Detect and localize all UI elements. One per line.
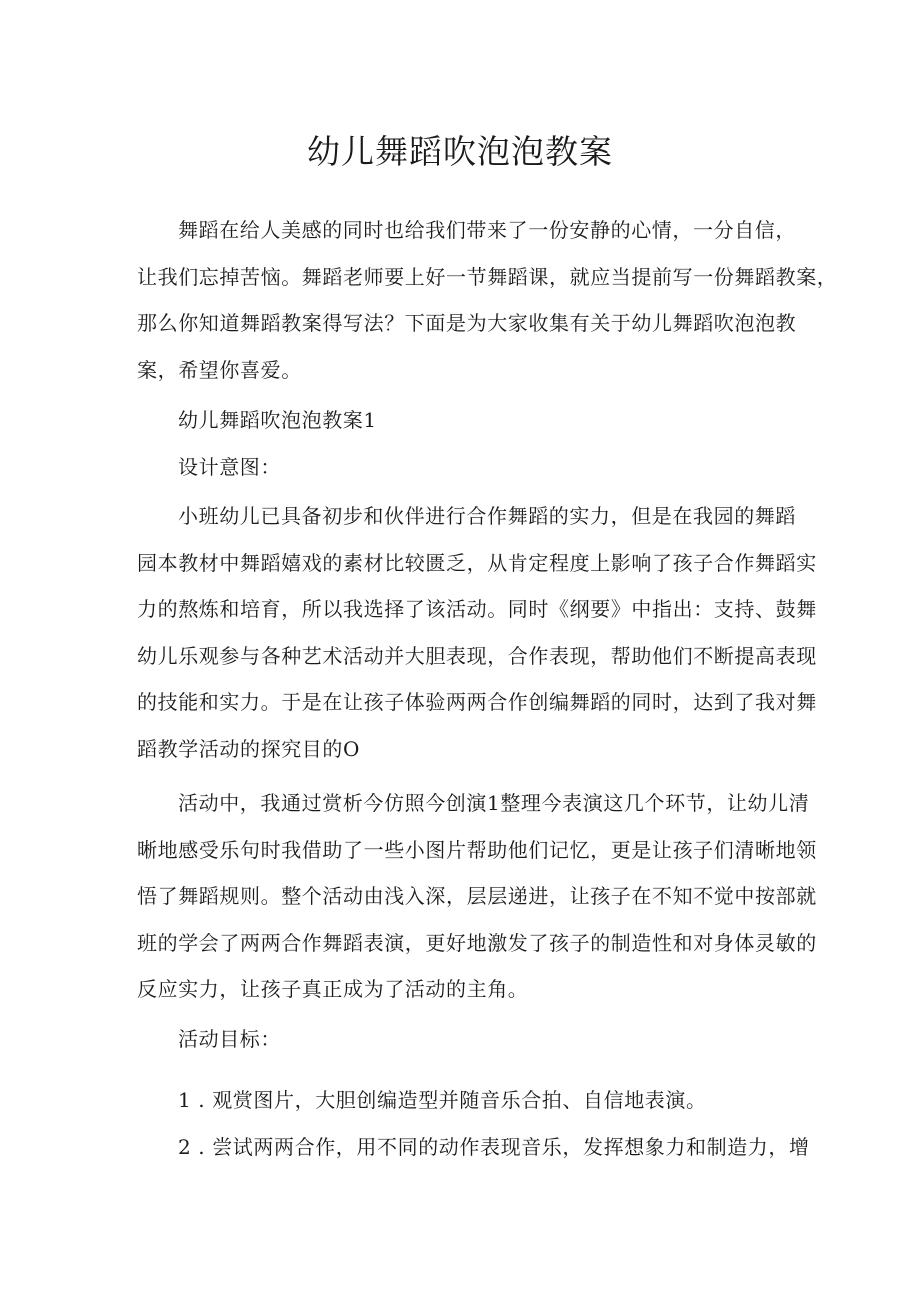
design-line: 幼儿乐观参与各种艺术活动并大胆表现，合作表现，帮助他们不断提高表现 <box>137 643 817 668</box>
design-line: 小班幼儿已具备初步和伙伴进行合作舞蹈的实力，但是在我园的舞蹈 <box>178 504 796 528</box>
goal-item-2: 2 . 尝试两两合作，用不同的动作表现音乐，发挥想象力和制造力，增 <box>178 1135 810 1159</box>
activity-paragraph <box>137 780 817 1013</box>
intro-line: 案，希望你喜爱。 <box>137 357 302 382</box>
activity-line: 班的学会了两两合作舞蹈表演，更好地激发了孩子的制造性和对身体灵敏的 <box>137 930 817 955</box>
design-line: 的技能和实力。于是在让孩子体验两两合作创编舞蹈的同时，达到了我对舞 <box>137 690 817 714</box>
activity-line: 晰地感受乐句时我借助了一些小图片帮助他们记忆，更是让孩子们清晰地领 <box>137 837 817 862</box>
intro-line: 舞蹈在给人美感的同时也给我们带来了一份安静的心情，一分自信， <box>178 218 796 242</box>
section-title: 幼儿舞蹈吹泡泡教案1 <box>178 408 377 432</box>
intro-paragraph <box>137 207 838 393</box>
activity-line: 反应实力，让孩子真正成为了活动的主角。 <box>137 977 529 1001</box>
goal-item-1: 1 . 观赏图片，大胆创编造型并随音乐合拍、自信地表演。 <box>178 1088 707 1112</box>
intro-line: 那么你知道舞蹈教案得写法？下面是为大家收集有关于幼儿舞蹈吹泡泡教 <box>137 311 797 335</box>
activity-line: 悟了舞蹈规则。整个活动由浅入深，层层递进，让孩子在不知不觉中按部就 <box>137 884 817 908</box>
activity-line: 活动中，我通过赏析今仿照今创演1整理今表演这几个环节，让幼儿清 <box>178 791 810 815</box>
document-title: 幼儿舞蹈吹泡泡教案 <box>307 132 613 171</box>
design-line: 力的熬炼和培育，所以我选择了该活动。同时《纲要》中指出：支持、鼓舞 <box>137 597 817 621</box>
design-intent-label: 设计意图： <box>178 455 281 479</box>
activity-goals-label: 活动目标： <box>178 1027 281 1051</box>
design-line: 蹈教学活动的探究目的O <box>137 736 360 761</box>
design-intent-paragraph <box>137 493 817 772</box>
intro-line: 让我们忘掉苦恼。舞蹈老师要上好一节舞蹈课，就应当提前写一份舞蹈教案， <box>137 264 838 289</box>
design-line: 园本教材中舞蹈嬉戏的素材比较匮乏，从肯定程度上影响了孩子合作舞蹈实 <box>137 550 817 575</box>
